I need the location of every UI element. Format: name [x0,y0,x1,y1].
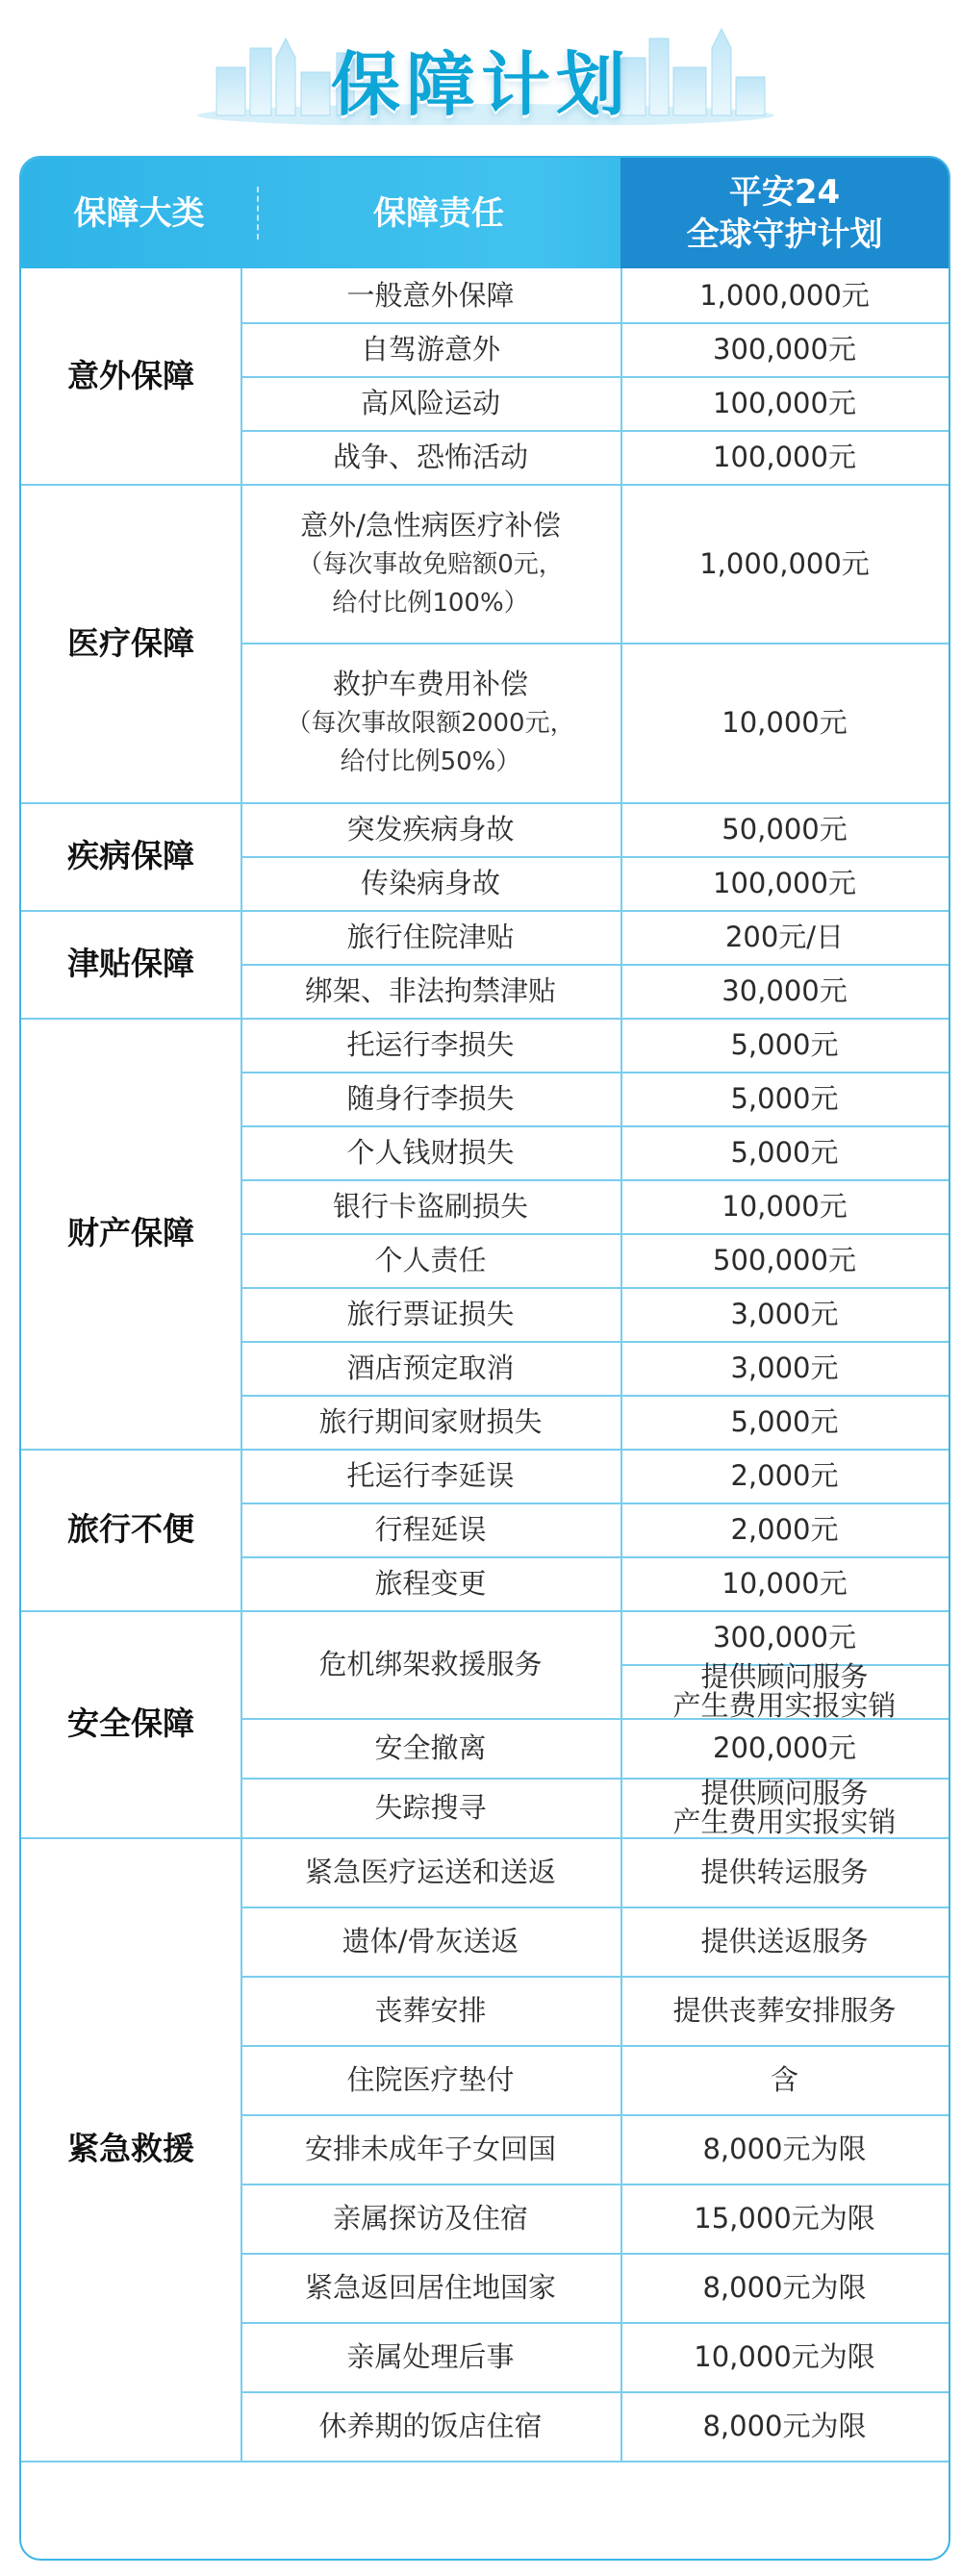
duty-cell [240,1341,620,1395]
duty-cell [240,1610,620,1718]
amount-cell: 5,000元 [730,1082,839,1115]
amount-cell: 5,000元 [730,1136,839,1169]
duty-cell [240,1072,620,1125]
category-label: 旅行不便 [67,1510,194,1548]
duty-label: 安全撤离 [374,1731,487,1764]
duty-label: 丧葬安排 [374,1994,487,2027]
amount-cell: 8,000元为限 [702,2271,867,2304]
duty-label: 自驾游意外 [360,333,500,366]
duty-label: 亲属探访及住宿 [332,2202,528,2235]
amount-cell: 200元/日 [724,921,845,953]
duty-note: 给付比例50%） [340,747,521,776]
duty-cell [240,2253,620,2322]
duty-label: 行程延误 [374,1513,487,1546]
header-plan-line1: 平安24 [728,172,841,212]
duty-note: （每次事故免赔额0元， [297,549,564,579]
duty-cell [240,643,620,802]
amount-cell: 1,000,000元 [699,279,870,312]
amount-cell: 8,000元为限 [702,2133,867,2165]
amount-cell [620,1778,949,1837]
category-label: 疾病保障 [67,837,194,874]
amount-cell: 提供丧葬安排服务 [672,1994,897,2027]
duty-label: 危机绑架救援服务 [318,1648,543,1680]
amount-cell: 1,000,000元 [699,546,870,580]
duty-cell [240,2391,620,2461]
duty-cell [240,430,620,484]
duty-cell [240,1449,620,1503]
duty-label: 失踪搜寻 [374,1791,487,1824]
duty-cell [240,1837,620,1907]
category-label: 意外保障 [67,357,194,394]
amount-line: 产生费用实报实销 [672,1806,897,1838]
amount-cell: 2,000元 [730,1459,839,1492]
duty-cell [240,1556,620,1610]
title-banner [0,0,962,144]
amount-cell: 100,000元 [713,387,856,419]
duty-cell [240,376,620,430]
amount-cell: 10,000元 [722,706,848,739]
amount-line: 提供顾问服务 [700,1777,869,1809]
duty-cell [240,2114,620,2184]
duty-cell [240,484,620,643]
duty-cell [240,1778,620,1837]
duty-label: 安排未成年子女回国 [304,2133,556,2165]
amount-cell: 200,000元 [713,1731,856,1764]
amount-cell: 300,000元 [713,1621,856,1654]
duty-label: 托运行李延误 [346,1459,515,1492]
amount-line: 提供顾问服务 [700,1660,869,1693]
duty-cell [240,1503,620,1556]
duty-label: 休养期的饭店住宿 [318,2410,543,2442]
duty-cell [240,910,620,964]
amount-cell: 含 [770,2063,798,2096]
duty-cell [240,1233,620,1287]
duty-cell [240,322,620,376]
amount-cell: 10,000元 [722,1190,848,1223]
duty-cell [240,1395,620,1449]
duty-label: 银行卡盗刷损失 [332,1190,528,1223]
amount-cell: 100,000元 [713,441,856,473]
duty-label: 旅程变更 [374,1567,487,1600]
duty-label: 旅行住院津贴 [346,921,515,953]
duty-label: 酒店预定取消 [346,1351,515,1384]
duty-label: 救护车费用补偿 [332,668,528,700]
duty-cell [240,1179,620,1233]
duty-label: 传染病身故 [360,867,500,899]
duty-label: 亲属处理后事 [346,2340,515,2373]
amount-cell [620,1660,949,1722]
amount-cell: 5,000元 [730,1028,839,1061]
duty-cell [240,1287,620,1341]
duty-cell [240,2045,620,2114]
amount-cell: 5,000元 [730,1405,839,1438]
amount-line: 产生费用实报实销 [672,1689,897,1722]
duty-label: 高风险运动 [360,387,500,419]
amount-cell: 提供送返服务 [700,1925,869,1957]
amount-cell: 30,000元 [722,974,848,1007]
duty-label: 战争、恐怖活动 [332,441,528,473]
duty-label: 紧急医疗运送和送返 [304,1856,556,1888]
amount-cell: 100,000元 [713,867,856,899]
header-category: 保障大类 [73,193,205,233]
page-title: 保障计划 [330,44,631,125]
duty-note: （每次事故限额2000元， [286,709,575,738]
category-label: 安全保障 [67,1705,194,1742]
duty-cell [240,964,620,1018]
duty-cell [240,1907,620,1976]
amount-cell: 10,000元为限 [694,2340,875,2373]
duty-note: 给付比例100%） [332,588,529,618]
coverage-table [19,156,950,2561]
duty-cell [240,1976,620,2045]
duty-label: 紧急返回居住地国家 [304,2271,556,2304]
amount-cell: 3,000元 [730,1351,839,1384]
duty-cell [240,1718,620,1778]
header-duty: 保障责任 [373,193,504,233]
duty-label: 旅行票证损失 [346,1298,515,1330]
duty-cell [240,2322,620,2391]
duty-label: 住院医疗垫付 [346,2063,515,2096]
amount-cell: 300,000元 [713,333,856,366]
duty-cell [240,1125,620,1179]
category-label: 医疗保障 [67,623,194,662]
duty-cell [240,856,620,910]
amount-cell: 15,000元为限 [694,2202,875,2235]
duty-cell [240,2184,620,2253]
duty-label: 突发疾病身故 [346,813,515,846]
duty-label: 托运行李损失 [346,1028,515,1061]
amount-cell: 3,000元 [730,1298,839,1330]
duty-label: 旅行期间家财损失 [318,1405,543,1438]
duty-label: 个人钱财损失 [346,1136,515,1169]
duty-label: 意外/急性病医疗补偿 [300,508,561,542]
duty-label: 绑架、非法拘禁津贴 [304,974,556,1007]
header-plan [620,158,949,268]
amount-cell: 8,000元为限 [702,2410,867,2442]
duty-label: 个人责任 [374,1244,487,1276]
amount-cell: 500,000元 [713,1244,856,1276]
category-label: 紧急救援 [67,2130,194,2167]
category-label: 财产保障 [67,1214,194,1251]
duty-label: 遗体/骨灰送返 [342,1925,519,1957]
category-label: 津贴保障 [67,945,194,982]
duty-cell [240,268,620,322]
amount-cell: 50,000元 [722,813,848,846]
duty-cell [240,1018,620,1072]
amount-cell: 10,000元 [722,1567,848,1600]
row-divider [21,2461,949,2462]
duty-label: 随身行李损失 [346,1082,515,1115]
duty-cell [240,802,620,856]
duty-label: 一般意外保障 [346,279,515,312]
amount-cell: 提供转运服务 [700,1856,869,1888]
header-plan-line2: 全球守护计划 [686,215,883,254]
table-header [21,158,949,268]
amount-cell: 2,000元 [730,1513,839,1546]
